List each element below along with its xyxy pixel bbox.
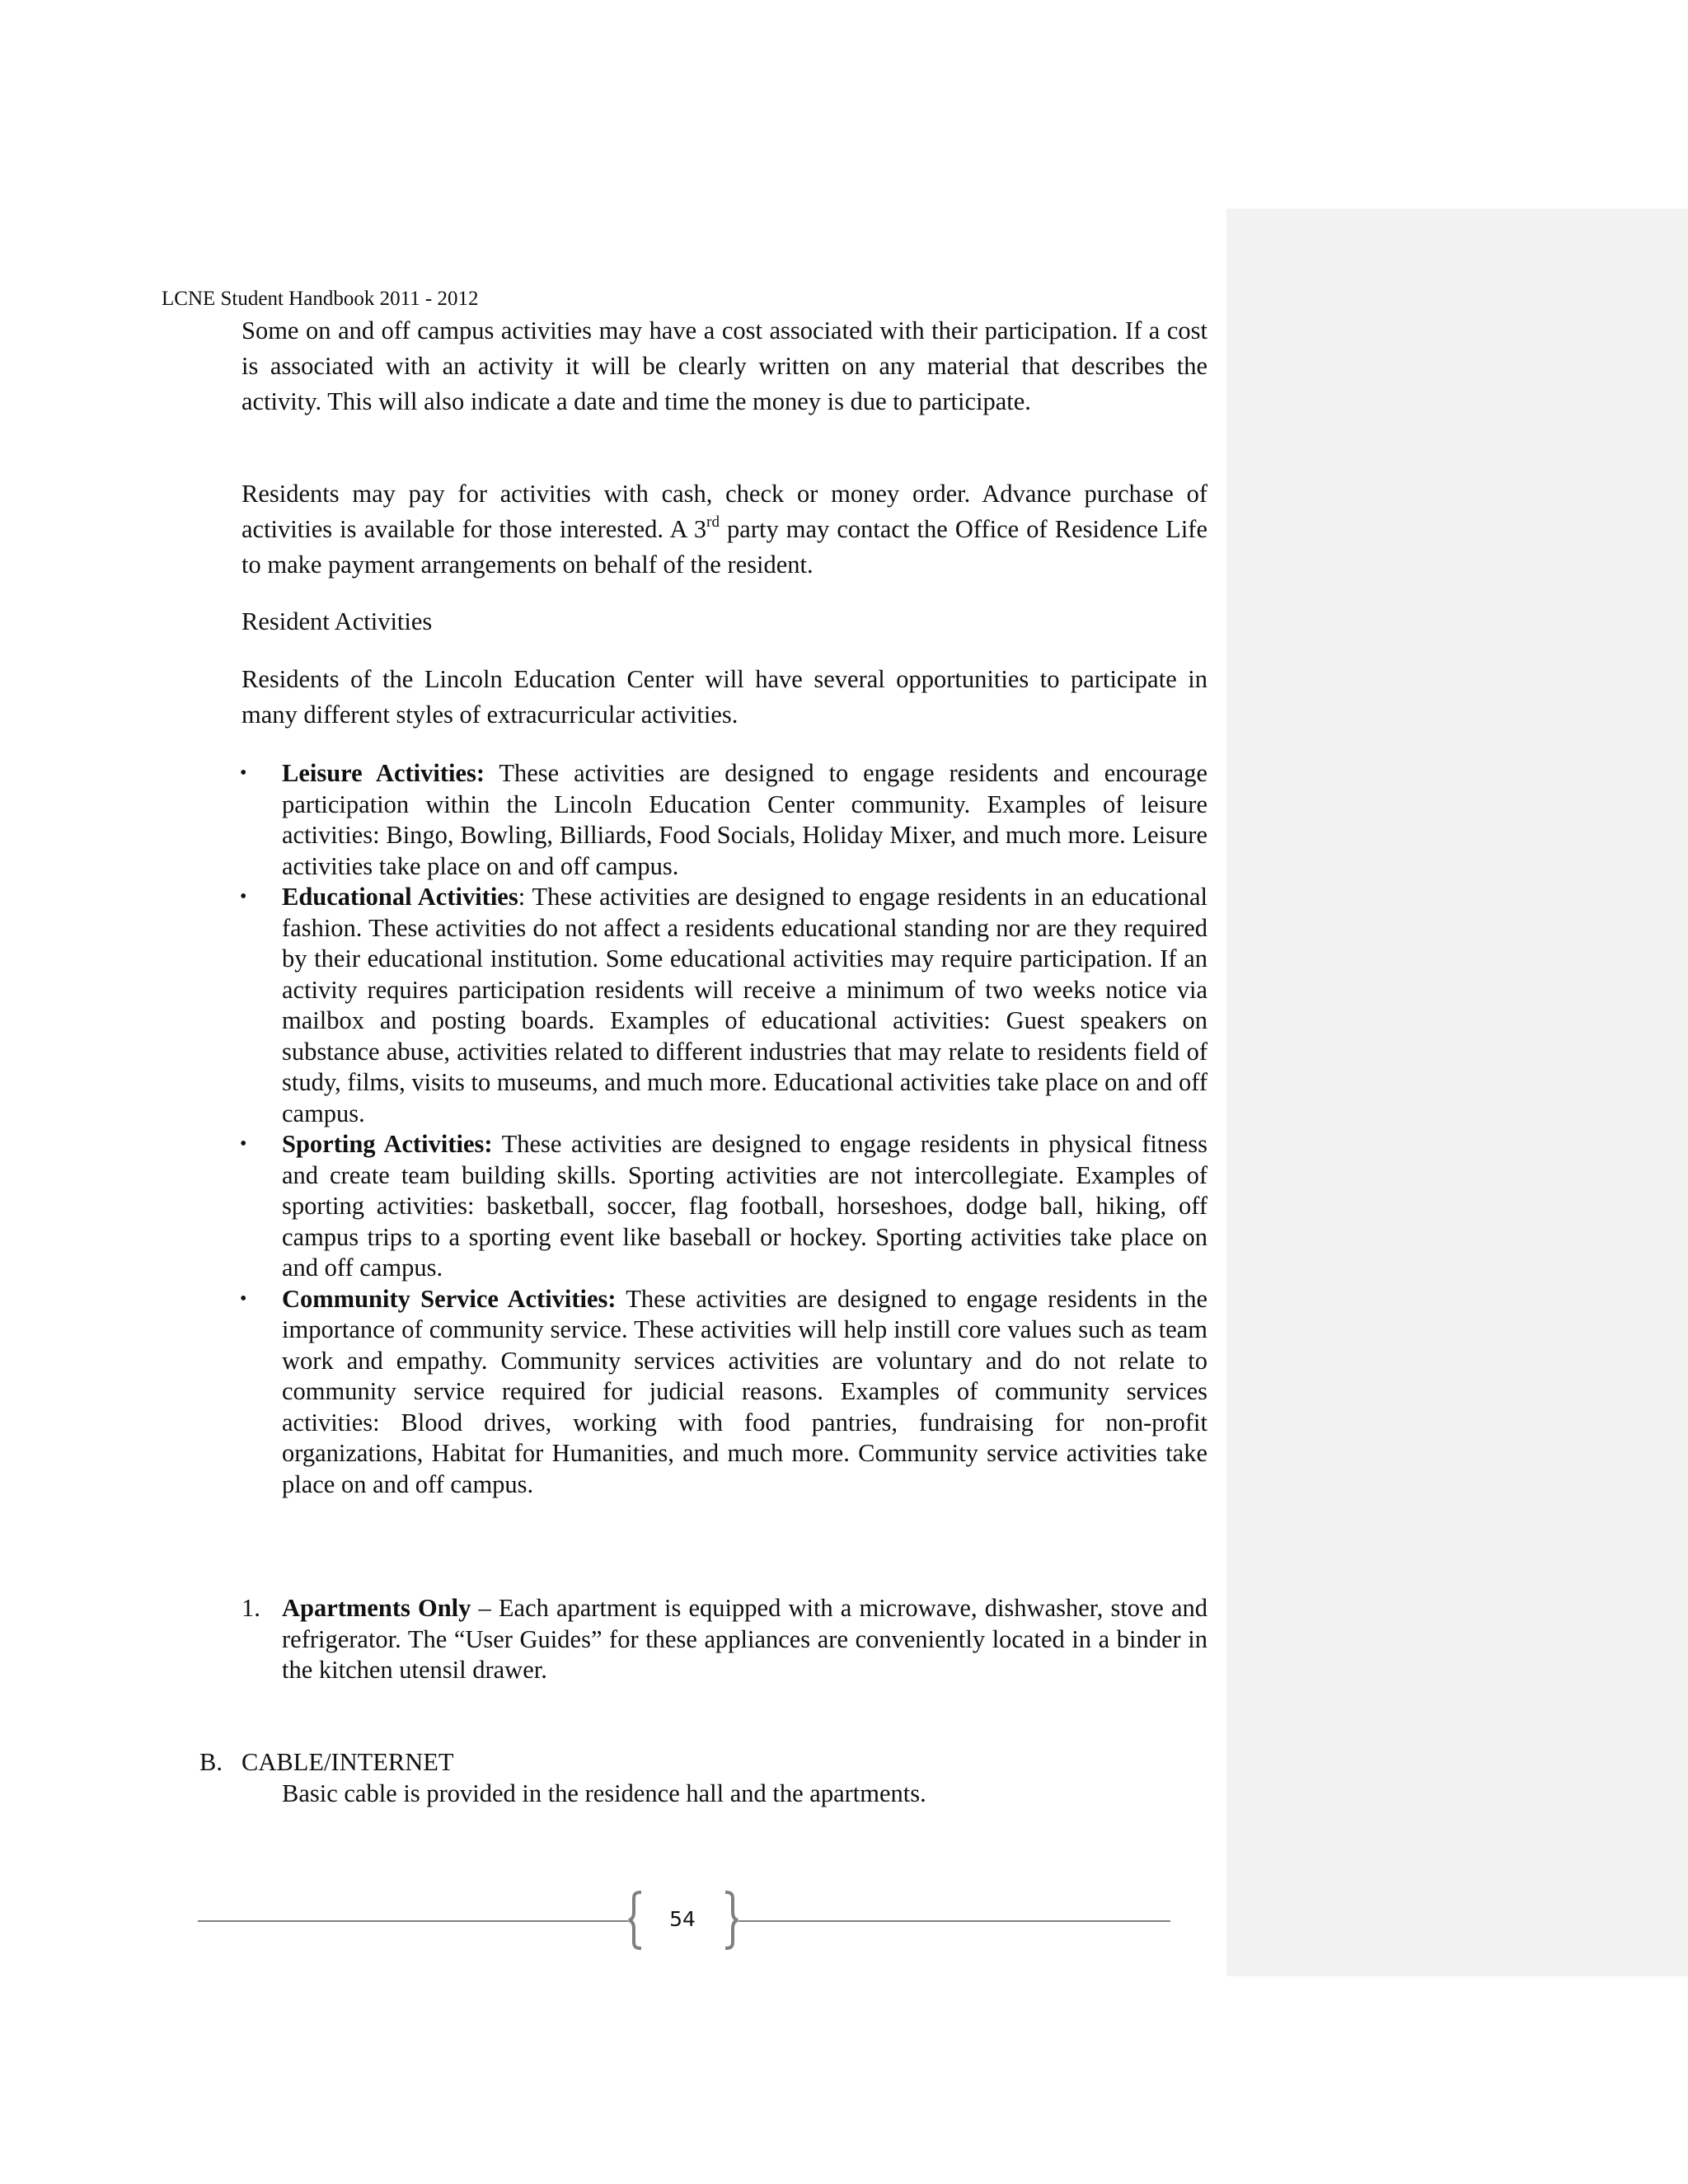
list-item-community-service [233, 1284, 1207, 1501]
list-item-sporting [233, 1129, 1207, 1284]
list-item-title: Community Service Activities: [282, 1284, 617, 1313]
footer-rule-left [198, 1920, 628, 1922]
payment-paragraph [241, 476, 1207, 583]
list-item-leisure [233, 758, 1207, 882]
activities-intro-text: Residents of the Lincoln Education Center will have several opportunities to participate in many different styles of extracurricular activities. [241, 665, 1207, 729]
bullet-icon: • [240, 1133, 247, 1155]
bullet-icon: • [240, 762, 247, 784]
footer-rule-right [738, 1920, 1170, 1922]
bullet-icon: • [240, 886, 247, 907]
section-body-cable: Basic cable is provided in the residence hall and the apartments. [282, 1779, 926, 1807]
item-title: Apartments Only [282, 1594, 471, 1622]
section-letter: B. [199, 1748, 223, 1776]
bullet-icon: • [240, 1287, 247, 1310]
payment-text-start: Residents may pay for activities with cash, check or money order. Advance purchase of activities is available for those interested. A 3 [241, 480, 1207, 543]
right-bracket-icon [724, 1887, 738, 1953]
section-heading-cable [199, 1747, 454, 1779]
page-number: 54 [669, 1907, 696, 1931]
item-text: – Each apartment is equipped with a microwave, dishwasher, stove and refrigerator. The “User Guides” for these appliances are conveniently located in a binder in the kitchen utensil drawer. [282, 1594, 1207, 1684]
running-header: LCNE Student Handbook 2011 - 2012 [162, 288, 479, 310]
payment-paragraph-text [241, 476, 1207, 583]
numbered-item-apartments [241, 1593, 1207, 1686]
item-number: 1. [241, 1594, 260, 1622]
list-item-text: These activities are designed to engage residents and encourage participation within the Lincoln Education Center community. Examples of leisure activities: Bingo, Bowling, Billiards, Food Socials, Holiday Mixer, and much more. Leisure activities take place on and off campus. [282, 759, 1208, 880]
list-item-title: Leisure Activities: [282, 759, 485, 787]
list-item-educational [233, 882, 1207, 1129]
section-title: CABLE/INTERNET [241, 1748, 454, 1776]
activities-intro-paragraph [241, 662, 1207, 733]
list-item-title: Sporting Activities: [282, 1130, 493, 1158]
cost-paragraph [241, 313, 1207, 419]
comment-margin-pane [1226, 209, 1688, 1976]
list-item-text: These activities are designed to engage residents in the importance of community service. These activities will help instill core values such as team work and empathy. Community services activities are voluntary and do not relate to community service required for judicial reasons. Examples of community services activities: Blood drives, working with food pantries, fundraising for non-profit organizations, Habitat for Humanities, and much more. Community service activities take place on and off campus. [282, 1284, 1207, 1498]
list-item-text: : These activities are designed to engage residents in an educational fashion. These activities do not affect a residents educational standing nor are they required by their educational institution. Some educational activities may require participation. If an activity requires participation residents will receive a minimum of two weeks notice via mailbox and posting boards. Examples of educational activities: Guest speakers on substance abuse, activities related to different industries that may relate to residents field of study, films, visits to museums, and much more. Educational activities take place on and off campus. [282, 883, 1207, 1127]
page-footer [198, 1887, 1170, 1953]
item-body [282, 1593, 1207, 1686]
ordinal-superscript: rd [706, 513, 720, 531]
activity-list [233, 758, 1207, 1500]
cost-paragraph-text: Some on and off campus activities may have a cost associated with their participation. If a cost is associated with an activity it will be clearly written on any material that describes the activity. This will also indicate a date and time the money is due to participate. [241, 316, 1207, 415]
list-item-title: Educational Activities [282, 883, 518, 911]
left-bracket-icon [628, 1887, 643, 1953]
payment-text-end: party may contact the Office of Residence Life to make payment arrangements on behalf of the resident. [241, 515, 1207, 579]
list-item-text: These activities are designed to engage residents in physical fitness and create team building skills. Sporting activities are not intercollegiate. Examples of sporting activities: basketball, soccer, flag football, horseshoes, dodge ball, hiking, off campus trips to a sporting event like baseball or hockey. Sporting activities take place on and off campus. [282, 1130, 1207, 1282]
resident-activities-heading [241, 604, 1207, 640]
resident-activities-heading-text: Resident Activities [241, 607, 433, 635]
